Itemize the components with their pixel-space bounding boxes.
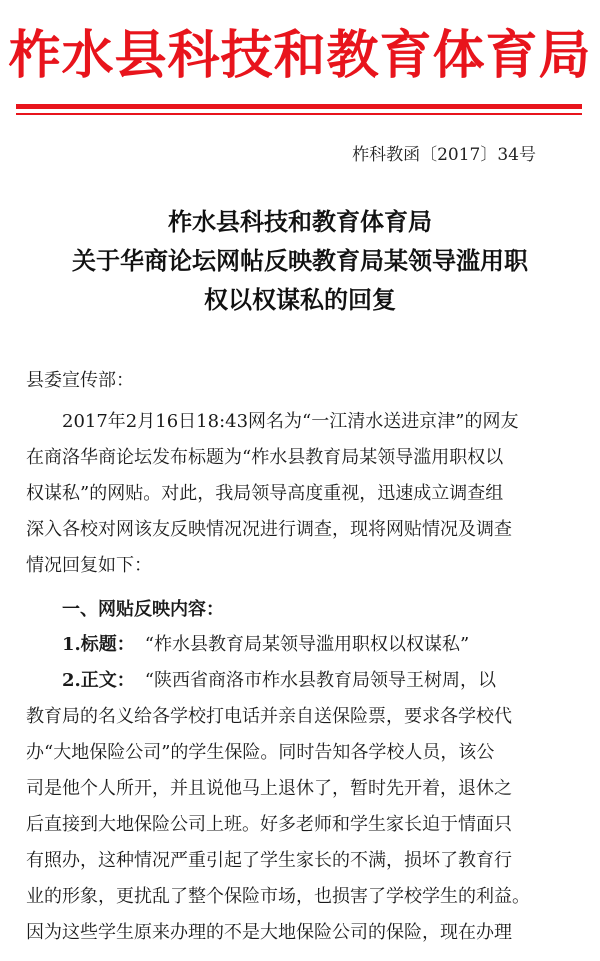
body-line: 办“大地保险公司”的学生保险。同时告知各学校人员，该公 (26, 742, 495, 763)
section-heading: 一、网贴反映内容： (62, 599, 224, 620)
title-line-2: 关于华商论坛网帖反映教育局某领导滥用职 (72, 247, 528, 275)
title-line-1: 柞水县科技和教育体育局 (168, 208, 432, 236)
item-1 (62, 630, 600, 656)
body-line: 深入各校对网该友反映情况况进行调查，现将网贴情况及调查 (26, 519, 512, 540)
body-line: 2017年2月16日18:43网名为“一江清水送进京津”的网友 (26, 411, 519, 432)
item-1-text: “柞水县教育局某领导滥用职权以权谋私” (144, 634, 470, 655)
document-number: 柞科教函〔2017〕34号 (352, 145, 536, 165)
item-2-label: 2.正文： (62, 670, 135, 691)
body-line: 教育局的名义给各学校打电话并亲自送保险票，要求各学校代 (26, 706, 512, 727)
body-line: 有照办，这种情况严重引起了学生家长的不满，损坏了教育行 (26, 850, 512, 871)
body-line: 因为这些学生原来办理的不是大地保险公司的保险，现在办理 (26, 922, 512, 943)
masthead-title: 柞水县科技和教育体育局 (8, 26, 592, 86)
red-rule-thin (16, 113, 582, 115)
body-line: 业的形象，更扰乱了整个保险市场，也损害了学校学生的利益。 (26, 886, 530, 907)
item-2 (62, 666, 600, 692)
body-line: 情况回复如下： (26, 555, 152, 576)
body-line: 权谋私”的网贴。对此，我局领导高度重视，迅速成立调查组 (26, 483, 504, 504)
item-1-label: 1.标题： (62, 634, 135, 655)
salutation: 县委宣传部： (26, 370, 134, 391)
body-line: 司是他个人所开，并且说他马上退休了，暂时先开着，退休之 (26, 778, 512, 799)
body-line: 后直接到大地保险公司上班。好多老师和学生家长迫于情面只 (26, 814, 512, 835)
title-line-3: 权以权谋私的回复 (204, 286, 396, 314)
body-line: 在商洛华商论坛发布标题为“柞水县教育局某领导滥用职权以 (26, 447, 504, 468)
item-2-first-line: “陕西省商洛市柞水县教育局领导王树周，以 (144, 670, 496, 691)
red-rule-thick (16, 104, 582, 109)
